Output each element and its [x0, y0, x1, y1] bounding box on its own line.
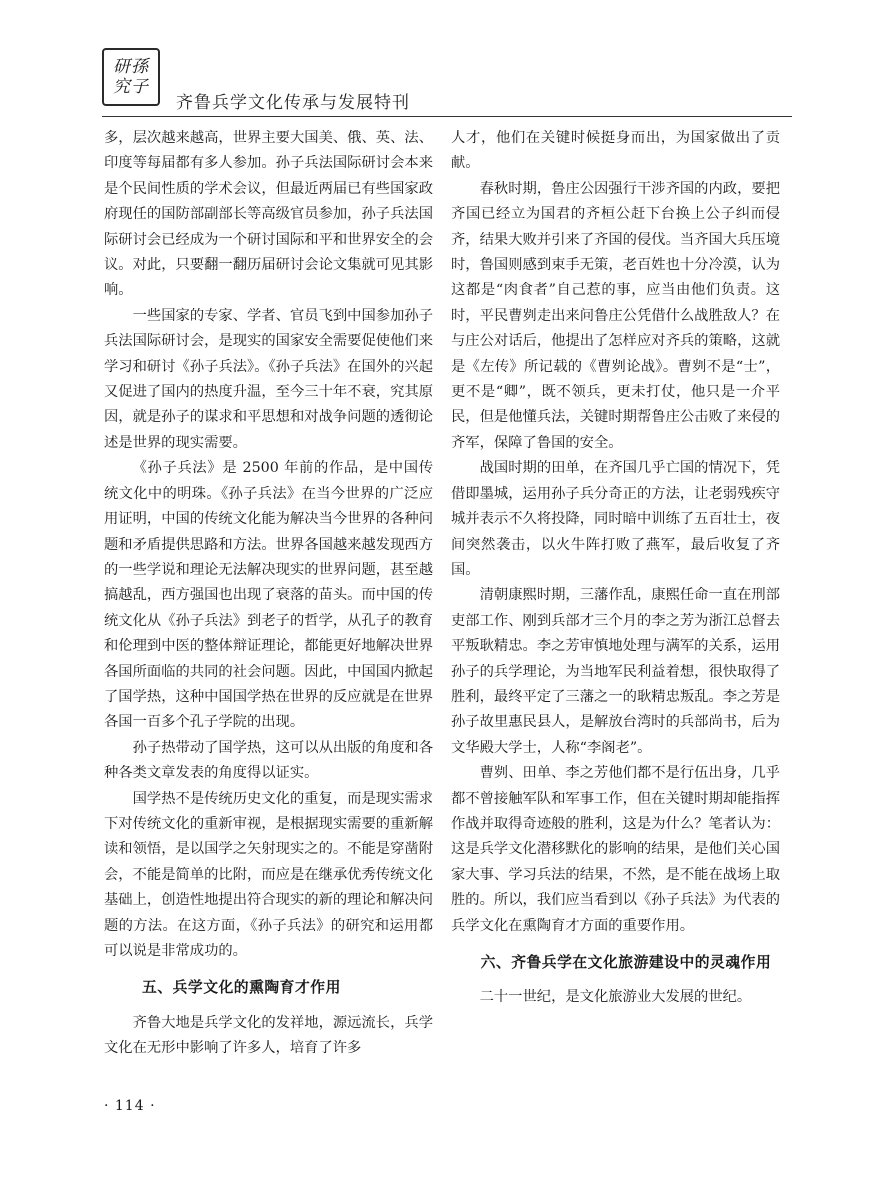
right-column: [451, 126, 780, 1011]
section-heading-5: 五、兵学文化的熏陶育才作用: [142, 979, 341, 997]
header-divider: [102, 116, 792, 117]
left-column: [104, 126, 433, 1062]
page-header: [102, 48, 792, 112]
paragraph: 战国时期的田单，在齐国几乎亡国的情况下，凭借即墨城，运用孙子兵分奇正的方法，让老弱残疾守城并表示不久将投降，同时暗中训练了五百壮士，夜间突然袭击，以火牛阵打败了燕军，最后收复了齐国。: [451, 460, 780, 578]
journal-logo: [102, 48, 160, 106]
paragraph: 人才，他们在关键时候挺身而出，为国家做出了贡献。: [451, 130, 780, 172]
page-number: · 114 ·: [104, 1098, 156, 1114]
paragraph: 春秋时期，鲁庄公因强行干涉齐国的内政，要把齐国已经立为国君的齐桓公赶下台换上公子纠而侵齐，结果大败并引来了齐国的侵伐。当齐国大兵压境时，鲁国则感到束手无策，老百姓也十分冷漠，认为这都是“肉食者”自己惹的事，应当由他们负责。这时，平民曹刿走出来问鲁庄公凭借什么战胜敌人？在与庄公对话后，他提出了怎样应对齐兵的策略，这就是《左传》所记载的《曹刿论战》。曹刿不是“士”，更不是“卿”，既不领兵，更未打仗，他只是一介平民，但是他懂兵法，关键时期帮鲁庄公击败了来侵的齐军，保障了鲁国的安全。: [451, 180, 780, 451]
section-heading-6: 六、齐鲁兵学在文化旅游建设中的灵魂作用: [480, 954, 772, 971]
paragraph: 清朝康熙时期，三藩作乱，康熙任命一直在刑部吏部工作、刚到兵部才三个月的李之芳为浙江总督去平叛耿精忠。李之芳审慎地处理与满军的关系，运用孙子的兵学理论，为当地军民利益着想，很快取得了胜利，最终平定了三藩之一的耿精忠叛乱。李之芳是孙子故里惠民县人，是解放台湾时的兵部尚书，后为文华殿大学士，人称“李阁老”。: [451, 587, 780, 756]
paragraph: 曹刿、田单、李之芳他们都不是行伍出身，几乎都不曾接触军队和军事工作，但在关键时期却能指挥作战并取得奇迹般的胜利，这是为什么？笔者认为：这是兵学文化潜移默化的影响的结果，是他们关心国家大事、学习兵法的结果，不然，是不能在战场上取胜的。所以，我们应当看到以《孙子兵法》为代表的兵学文化在熏陶育才方面的重要作用。: [451, 765, 780, 934]
paragraph: 国学热不是传统历史文化的重复，而是现实需求下对传统文化的重新审视，是根据现实需要的重新解读和领悟，是以国学之矢射现实之的。不能是穿凿附会，不能是简单的比附，而应是在继承优秀传统文化基础上，创造性地提出符合现实的新的理论和解决问题的方法。在这方面，《孙子兵法》的研究和运用都可以说是非常成功的。: [104, 790, 433, 959]
paragraph: 《孙子兵法》是 2500 年前的作品，是中国传统文化中的明珠。《孙子兵法》在当今世界的广泛应用证明，中国的传统文化能为解决当今世界的各种问题和矛盾提供思路和方法。世界各国越来越发现西方的一些学说和理论无法解决现实的世界问题，甚至越搞越乱，西方强国也出现了衰落的苗头。而中国的传统文化从《孙子兵法》到老子的哲学，从孔子的教育和伦理到中医的整体辩证理论，都能更好地解决世界各国所面临的共同的社会问题。因此，中国国内掀起了国学热，这种中国国学热在世界的反应就是在世界各国一百多个孔子学院的出现。: [104, 460, 433, 731]
paragraph: 多，层次越来越高，世界主要大国美、俄、英、法、印度等每届都有多人参加。孙子兵法国际研讨会本来是个民间性质的学术会议，但最近两届已有些国家政府现任的国防部副部长等高级官员参加，孙子兵法国际研讨会已经成为一个研讨国际和平和世界安全的会议。对此，只要翻一翻历届研讨会论文集就可见其影响。: [104, 130, 433, 299]
paragraph: 齐鲁大地是兵学文化的发祥地，源远流长，兵学文化在无形中影响了许多人，培育了许多: [104, 1014, 433, 1057]
paragraph: 二十一世纪，是文化旅游业大发展的世纪。: [479, 989, 752, 1006]
running-title: 齐鲁兵学文化传承与发展特刊: [176, 93, 410, 113]
paragraph: 孙子热带动了国学热，这可以从出版的角度和各种各类文章发表的角度得以证实。: [104, 739, 433, 782]
paragraph: 一些国家的专家、学者、官员飞到中国参加孙子兵法国际研讨会，是现实的国家安全需要促使他们来学习和研讨《孙子兵法》。《孙子兵法》在国外的兴起又促进了国内的热度升温，至今三十年不衰，究其原因，就是孙子的谋求和平思想和对战争问题的透彻论述是世界的现实需要。: [104, 307, 433, 451]
logo-text: 研孫究子: [113, 57, 149, 97]
